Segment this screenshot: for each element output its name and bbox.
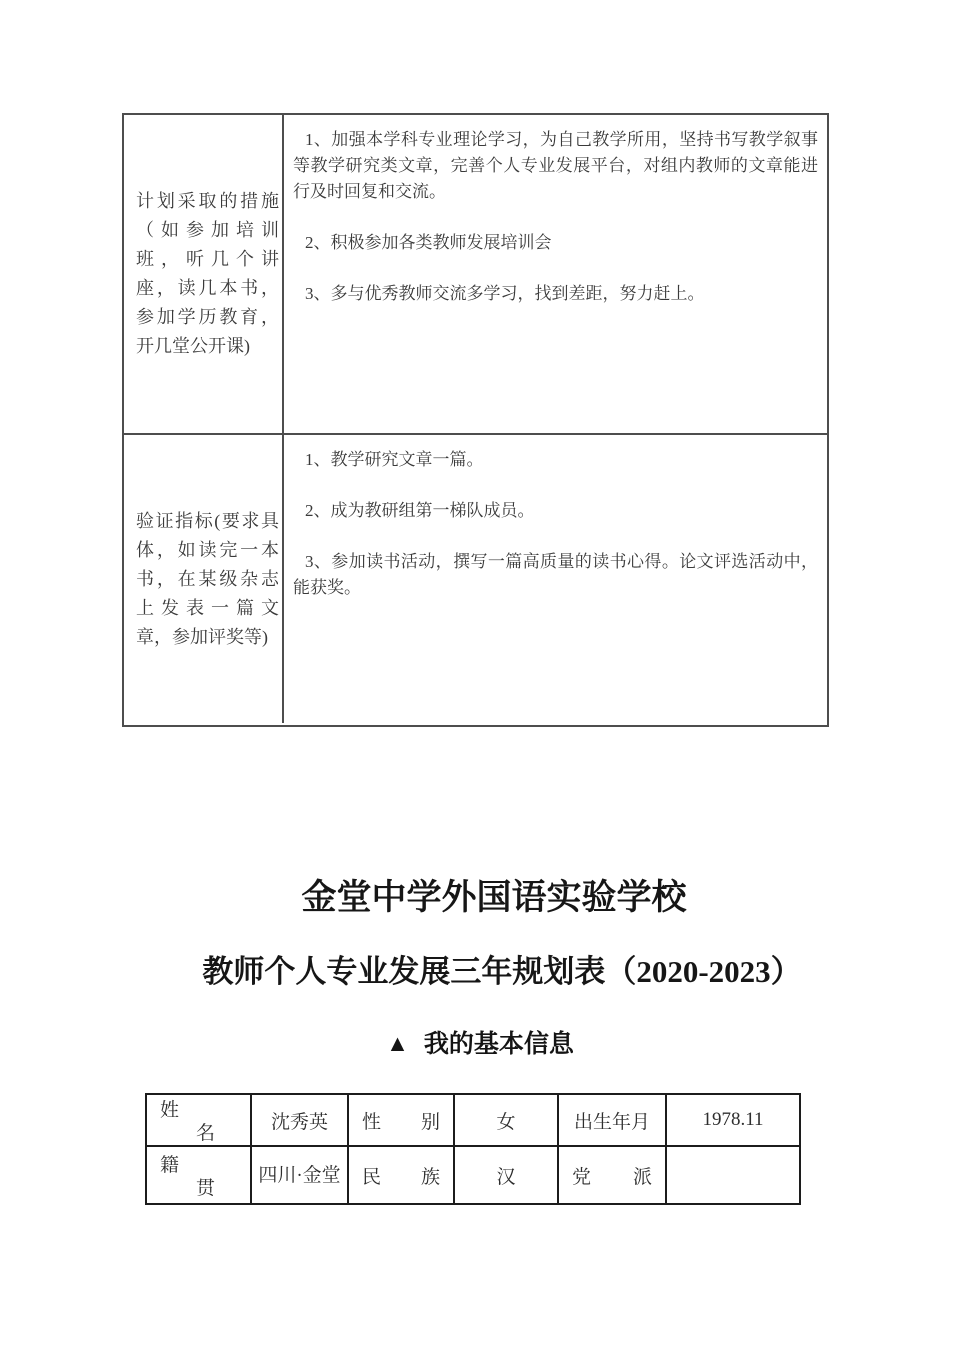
party-label xyxy=(559,1162,665,1189)
ethnic-label xyxy=(349,1162,453,1189)
plan-indicator-item-3: 3、参加读书活动，撰写一篇高质量的读书心得。论文评选活动中，能获奖。 xyxy=(293,552,818,597)
triangle-bullet-icon: ▲ xyxy=(386,1031,409,1056)
gender-label-char-1: 性 xyxy=(362,1111,382,1133)
document-subtitle: 教师个人专业发展三年规划表（2020-2023） xyxy=(202,954,802,989)
origin-label-char-2: 贯 xyxy=(196,1177,216,1199)
gender-value-cell: 女 xyxy=(454,1094,558,1146)
name-value-cell: 沈秀英 xyxy=(251,1094,348,1146)
plan-measures-content-cell xyxy=(284,115,827,433)
plan-measures-label-cell xyxy=(124,115,284,433)
name-label-cell xyxy=(146,1094,251,1146)
plan-indicators-label: 验证指标(要求具体，如读完一本书，在某级杂志上发表一篇文章，参加评奖等) xyxy=(136,510,279,647)
section-title: 我的基本信息 xyxy=(423,1031,574,1058)
info-row-2 xyxy=(146,1146,800,1204)
plan-measure-item-1: 1、加强本学科专业理论学习，为自己教学所用，坚持书写教学叙事等教学研究类文章，完善个人专业发展平台，对组内教师的文章能进行及时回复和交流。 xyxy=(293,130,818,201)
origin-value: 四川·金堂 xyxy=(258,1164,341,1186)
ethnic-label-char-2: 族 xyxy=(420,1166,440,1188)
birth-label-cell: 出生年月 xyxy=(558,1094,666,1146)
ethnic-value-cell: 汉 xyxy=(454,1146,558,1204)
plan-indicators-label-cell xyxy=(124,435,284,723)
basic-info-table xyxy=(145,1093,801,1205)
plan-indicators-content-cell xyxy=(284,435,827,723)
party-label-cell xyxy=(558,1146,666,1204)
plan-row-measures xyxy=(124,115,827,435)
ethnic-label-cell xyxy=(348,1146,454,1204)
party-label-char-1: 党 xyxy=(572,1166,592,1188)
plan-measure-item-3: 3、多与优秀教师交流多学习，找到差距，努力赶上。 xyxy=(305,284,705,303)
origin-value-cell xyxy=(251,1146,348,1204)
name-label-char-1: 姓 xyxy=(160,1099,180,1121)
party-label-char-2: 派 xyxy=(632,1166,652,1188)
party-value-cell xyxy=(666,1146,800,1204)
name-label-char-2: 名 xyxy=(196,1122,216,1144)
plan-measures-label: 计划采取的措施（如参加培训班，听几个讲座，读几本书，参加学历教育，开几堂公开课) xyxy=(136,191,279,356)
birth-value-cell: 1978.11 xyxy=(666,1094,800,1146)
section-heading xyxy=(0,1024,960,1060)
origin-label-cell xyxy=(146,1146,251,1204)
plan-indicator-item-2: 2、成为教研组第一梯队成员。 xyxy=(305,501,535,520)
info-row-1 xyxy=(146,1094,800,1146)
gender-label-char-2: 别 xyxy=(420,1111,440,1133)
plan-indicator-item-1: 1、教学研究文章一篇。 xyxy=(305,450,484,469)
gender-label xyxy=(349,1107,453,1134)
plan-measure-item-2: 2、积极参加各类教师发展培训会 xyxy=(305,233,552,252)
plan-table xyxy=(122,113,829,727)
ethnic-label-char-1: 民 xyxy=(362,1166,382,1188)
gender-label-cell xyxy=(348,1094,454,1146)
origin-label-char-1: 籍 xyxy=(160,1154,180,1176)
school-title: 金堂中学外国语实验学校 xyxy=(301,878,687,917)
plan-row-indicators xyxy=(124,435,827,723)
